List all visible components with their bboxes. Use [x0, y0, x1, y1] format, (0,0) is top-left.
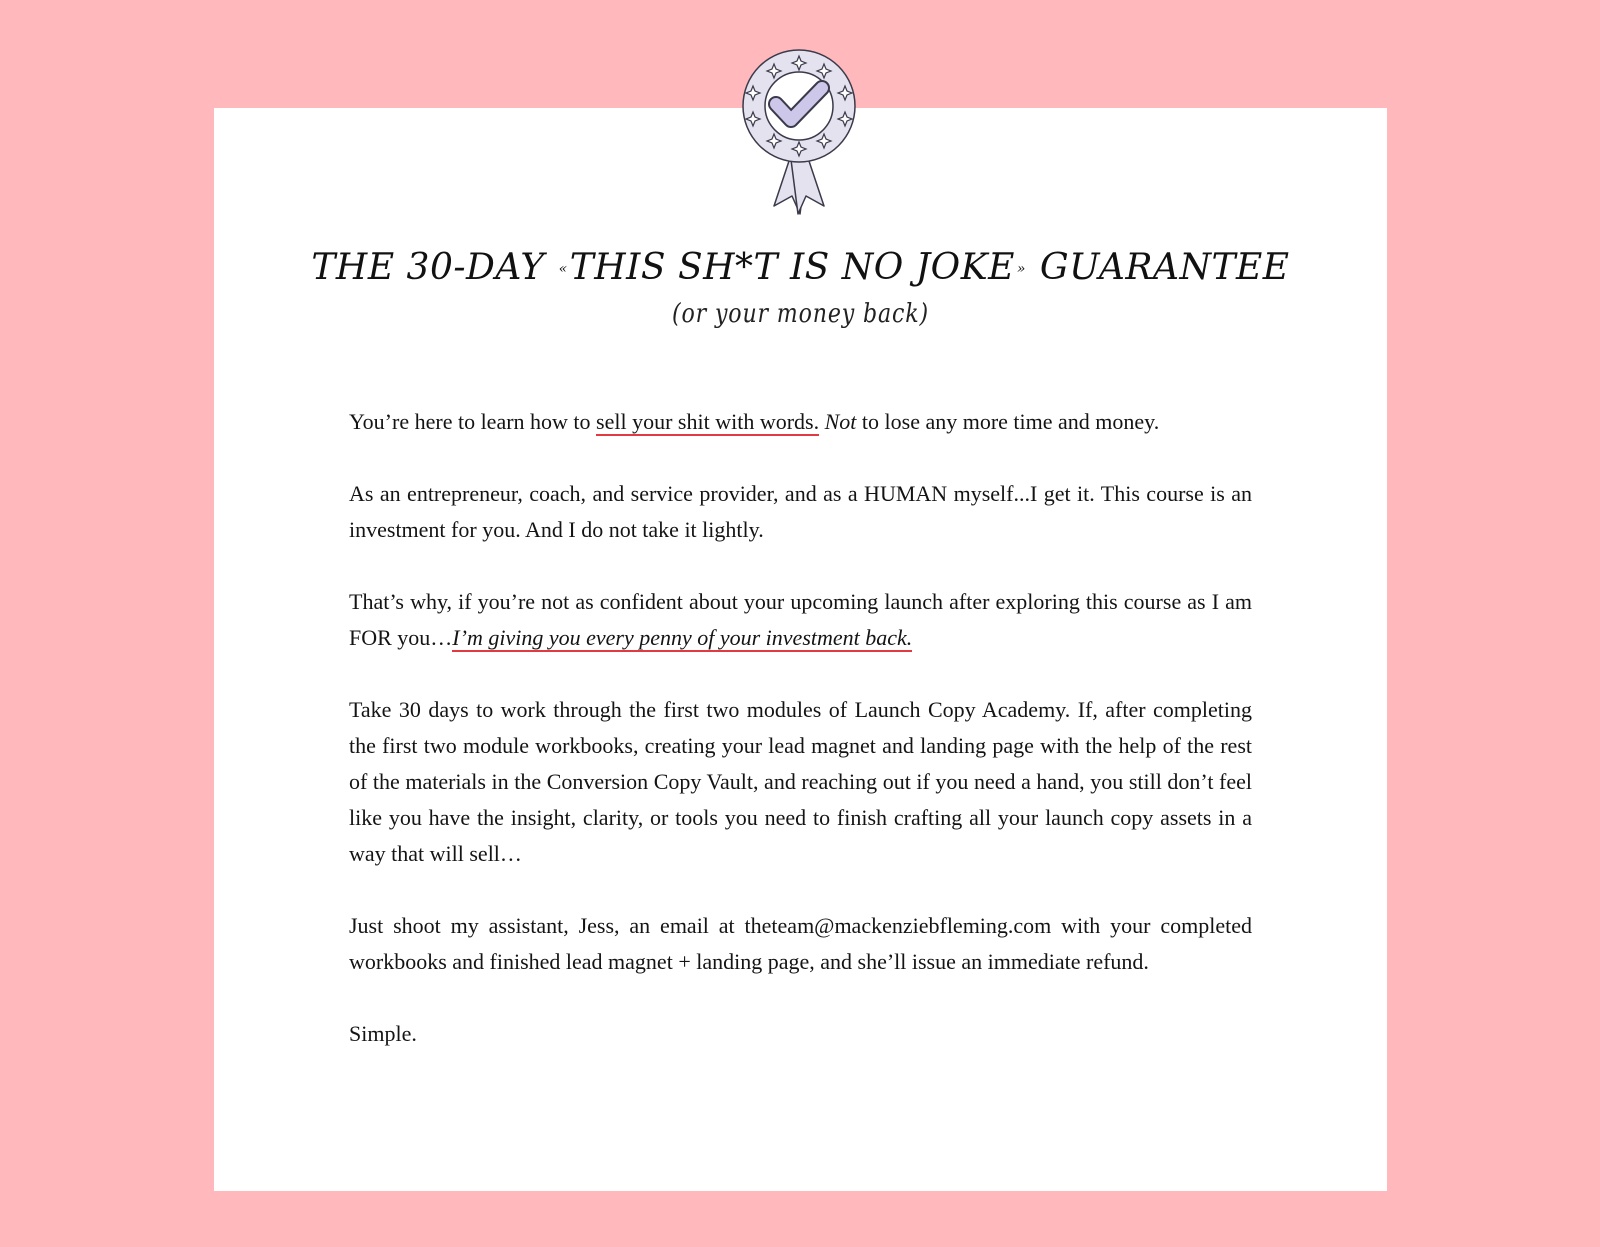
quote-close: » — [1016, 261, 1026, 277]
intro-text: You’re here to learn how to — [349, 409, 597, 434]
intro-tail: to lose any more time and money. — [856, 409, 1160, 434]
paragraph-confidence — [349, 584, 1252, 656]
page-title — [214, 244, 1387, 293]
confidence-text: That’s why, if you’re not as confident about your upcoming launch after exploring this course as I am FOR you… — [349, 589, 1252, 650]
title-part-1: THE 30-DAY — [311, 247, 545, 288]
italic-word: Not — [824, 409, 857, 434]
award-ribbon-checkmark-icon — [734, 44, 864, 218]
paragraph-intro — [349, 404, 1252, 440]
paragraph-contact: Just shoot my assistant, Jess, an email at theteam@mackenziebfleming.com with your completed workbooks and finished lead magnet + landing page, and she’ll issue an immediate refund. — [349, 913, 1252, 974]
quote-open: « — [558, 261, 568, 277]
page-subtitle: (or your money back) — [672, 299, 929, 329]
underlined-phrase: sell your shit with words. — [596, 409, 820, 434]
refund-promise: I’m giving you every penny of your investment back. — [452, 625, 913, 650]
guarantee-body — [349, 404, 1252, 1088]
paragraph-closing: Simple. — [349, 1021, 417, 1046]
paragraph-investment: As an entrepreneur, coach, and service provider, and as a HUMAN myself...I get it. This course is an investment for you. And I do not take it lightly. — [349, 481, 1252, 542]
title-part-2: THIS SH*T IS NO JOKE — [569, 247, 1015, 288]
paragraph-terms: Take 30 days to work through the first two modules of Launch Copy Academy. If, after completing the first two module workbooks, creating your lead magnet and landing page with the help of the rest of the materials in the Conversion Copy Vault, and reaching out if you need a hand, you still don’t feel like you have the insight, clarity, or tools you need to finish crafting all your launch copy assets in a way that will sell… — [349, 697, 1252, 866]
title-part-3: GUARANTEE — [1039, 247, 1290, 288]
